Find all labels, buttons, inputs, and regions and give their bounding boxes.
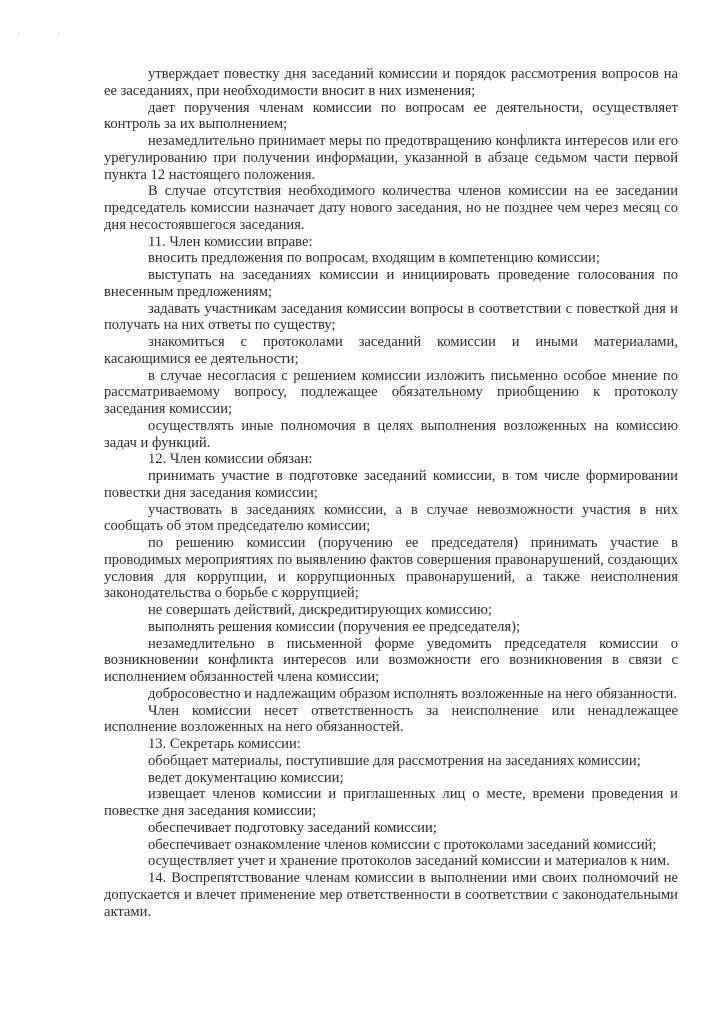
paragraph-member-right-dissent: в случае несогласия с решением комиссии изложить письменно особое мнение по рассматриваемому вопросу, подлежащее обязательному приобщению к протоколу заседания комиссии; — [104, 367, 678, 417]
paragraph-member-right-speak: выступать на заседаниях комиссии и инициировать проведение голосования по внесенным предложениям; — [104, 267, 678, 300]
paragraph-member-right-proposals: вносить предложения по вопросам, входящим в компетенцию комиссии; — [148, 250, 600, 267]
paragraph-chairman-conflict: незамедлительно принимает меры по предотвращению конфликта интересов или его урегулированию при получении информации, указанной в абзаце седьмом части первой пункта 12 настоящего положения. — [104, 133, 678, 183]
paragraph-chairman-instructions: дает поручения членам комиссии по вопросам ее деятельности, осуществляет контроль за их выполнением; — [104, 99, 678, 133]
paragraph-member-right-questions: задавать участникам заседания комиссии вопросы в соответствии с повесткой дня и получать на них ответы по существу; — [104, 300, 678, 334]
paragraph-secretary-notify: извещает членов комиссии и приглашенных лиц о месте, времени проведения и повестке дня заседания комиссии; — [104, 786, 678, 819]
paragraph-member-duty-conscientious: добросовестно и надлежащим образом исполнять возложенные на него обязанности. — [148, 685, 678, 702]
paragraph-member-duty-no-discredit: не совершать действий, дискредитирующих комиссию; — [148, 602, 492, 618]
paragraph-member-responsibility: Член комиссии несет ответственность за неисполнение или ненадлежащее исполнение возложенных на него обязанностей. — [104, 702, 678, 736]
paragraph-member-duty-notify: незамедлительно в письменной форме уведомить председателя комиссии о возникновении конфликта интересов или возможности его возникновения в связи с исполнением обязанностей члена комиссии; — [104, 635, 678, 685]
section-heading-12: 12. Член комиссии обязан: — [148, 451, 313, 468]
scan-artifact — [58, 32, 60, 34]
paragraph-secretary-familiarize: обеспечивает ознакомление членов комиссии с протоколами заседаний комиссий; — [148, 836, 657, 853]
section-14-obstruction: 14. Воспрепятствование членам комиссии в выполнении ими своих полномочий не допускается и влечет применение мер ответственности в соответствии с законодательными актами. — [104, 870, 678, 920]
paragraph-quorum-absence: В случае отсутствия необходимого количества членов комиссии на ее заседании председатель комиссии назначает дату нового заседания, но не позднее чем через месяц со дня несостоявшегося заседания. — [104, 183, 678, 233]
paragraph-chairman-agenda: утверждает повестку дня заседаний комиссии и порядок рассмотрения вопросов на ее заседаниях, при необходимости вносит в них изменения; — [104, 66, 678, 99]
section-heading-13: 13. Секретарь комиссии: — [148, 736, 301, 752]
section-heading-11: 11. Член комиссии вправе: — [148, 233, 313, 250]
scan-artifact — [18, 32, 20, 34]
document-page — [104, 66, 678, 920]
paragraph-member-right-protocols: знакомиться с протоколами заседаний комиссии и иными материалами, касающимися ее деятельности; — [104, 334, 678, 367]
paragraph-secretary-records: осуществляет учет и хранение протоколов заседаний комиссии и материалов к ним. — [148, 853, 670, 870]
paragraph-member-duty-prepare: принимать участие в подготовке заседаний комиссии, в том числе формировании повестки дня заседания комиссии; — [104, 468, 678, 501]
paragraph-member-duty-events: по решению комиссии (поручению ее председателя) принимать участие в проводимых мероприятиях по выявлению фактов совершения правонарушений, создающих условия для коррупции, и коррупционных правонарушений, а также неисполнения законодательства о борьбе с коррупцией; — [104, 535, 678, 602]
paragraph-member-duty-participate: участвовать в заседаниях комиссии, а в случае невозможности участия в них сообщать об этом председателю комиссии; — [104, 501, 678, 535]
paragraph-member-duty-execute: выполнять решения комиссии (поручения ее председателя); — [148, 618, 521, 635]
paragraph-secretary-documentation: ведет документацию комиссии; — [148, 769, 344, 786]
paragraph-member-right-other: осуществлять иные полномочия в целях выполнения возложенных на комиссию задач и функций. — [104, 417, 678, 451]
paragraph-secretary-materials: обобщает материалы, поступившие для рассмотрения на заседаниях комиссии; — [148, 752, 641, 769]
paragraph-secretary-prepare: обеспечивает подготовку заседаний комиссии; — [148, 819, 437, 836]
